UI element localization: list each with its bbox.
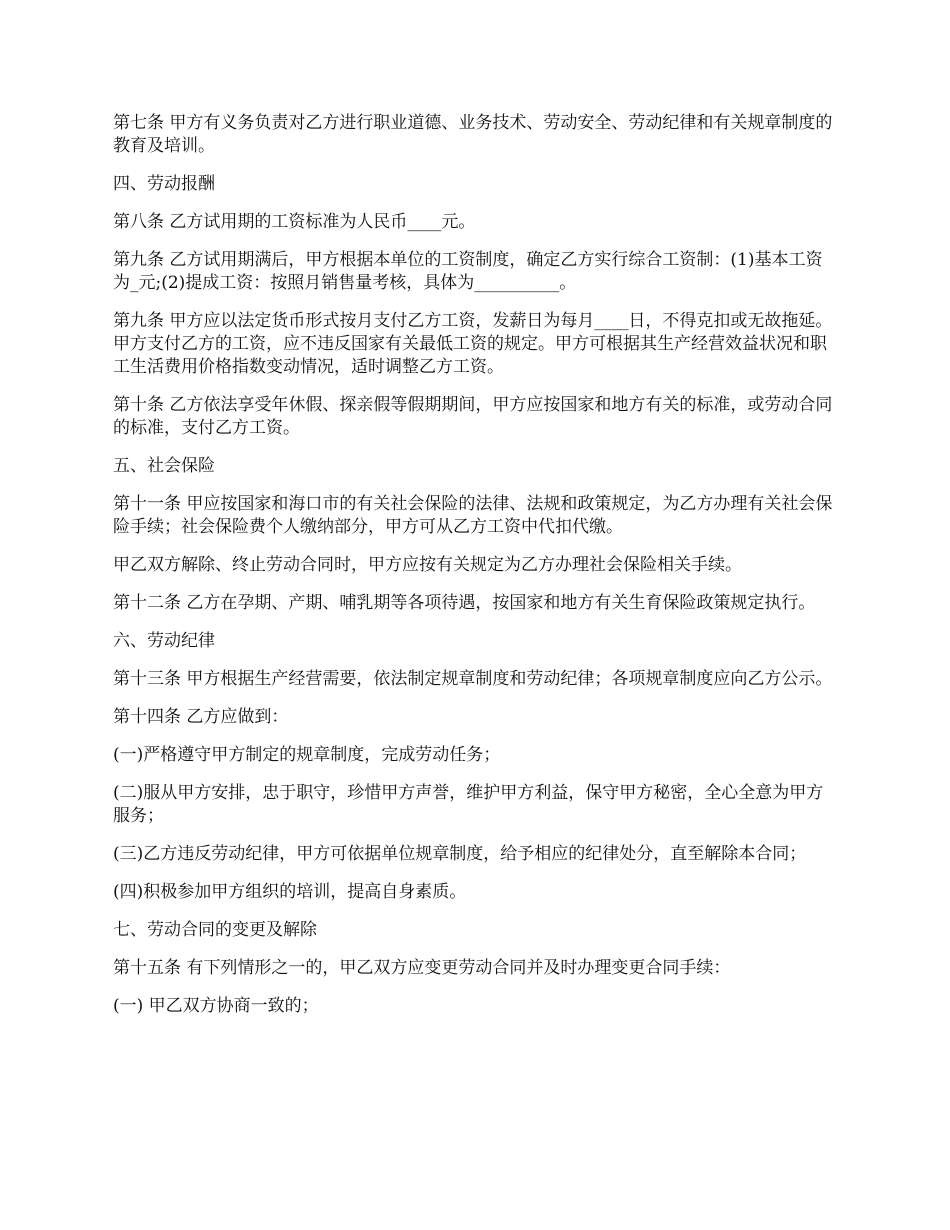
article-12-paragraph: 第十二条 乙方在孕期、产期、哺乳期等各项待遇，按国家和地方有关生育保险政策规定执行。 (113, 593, 816, 613)
section-4-heading: 四、劳动报酬 (113, 174, 215, 194)
section-6-heading: 六、劳动纪律 (113, 631, 215, 651)
article-14-item-3: (三)乙方违反劳动纪律，甲方可依据单位规章制度，给予相应的纪律处分，直至解除本合同； (113, 844, 807, 864)
document-page (113, 112, 835, 1033)
section-7-heading: 七、劳动合同的变更及解除 (113, 920, 317, 940)
article-14-item-4: (四)积极参加甲方组织的培训，提高自身素质。 (113, 882, 467, 902)
article-10-paragraph: 第十条 乙方依法享受年休假、探亲假等假期期间，甲方应按国家和地方有关的标准，或劳动合同的标准，支付乙方工资。 (113, 395, 833, 438)
article-11-paragraph: 第十一条 甲应按国家和海口市的有关社会保险的法律、法规和政策规定，为乙方办理有关社会保险手续；社会保险费个人缴纳部分，甲方可从乙方工资中代扣代缴。 (113, 494, 833, 537)
article-14-paragraph: 第十四条 乙方应做到： (113, 707, 289, 727)
section-5-heading: 五、社会保险 (113, 456, 215, 476)
article-8-paragraph: 第八条 乙方试用期的工资标准为人民币____元。 (113, 212, 476, 232)
article-14-item-2: (二)服从甲方安排，忠于职守，珍惜甲方声誉，维护甲方利益，保守甲方秘密，全心全意为甲方服务； (113, 783, 824, 826)
article-13-paragraph: 第十三条 甲方根据生产经营需要，依法制定规章制度和劳动纪律；各项规章制度应向乙方公示。 (113, 669, 833, 689)
article-14-item-1: (一)严格遵守甲方制定的规章制度，完成劳动任务； (113, 745, 501, 765)
article-15-item-1: (一) 甲乙双方协商一致的； (113, 996, 319, 1016)
article-9b-paragraph: 第九条 甲方应以法定货币形式按月支付乙方工资，发薪日为每月____日，不得克扣或无故拖延。甲方支付乙方的工资，应不违反国家有关最低工资的规定。甲方可根据其生产经营效益状况和职工生活费用价格指数变动情况，适时调整乙方工资。 (113, 311, 833, 377)
article-9-paragraph: 第九条 乙方试用期满后，甲方根据本单位的工资制度，确定乙方实行综合工资制：(1)基本工资为_元;(2)提成工资：按照月销售量考核，具体为__________。 (113, 250, 823, 293)
article-7-paragraph: 第七条 甲方有义务负责对乙方进行职业道德、业务技术、劳动安全、劳动纪律和有关规章制度的教育及培训。 (113, 113, 833, 156)
article-15-paragraph: 第十五条 有下列情形之一的，甲乙双方应变更劳动合同并及时办理变更合同手续： (113, 958, 731, 978)
social-insurance-termination-paragraph: 甲乙双方解除、终止劳动合同时，甲方应按有关规定为乙方办理社会保险相关手续。 (113, 555, 742, 575)
